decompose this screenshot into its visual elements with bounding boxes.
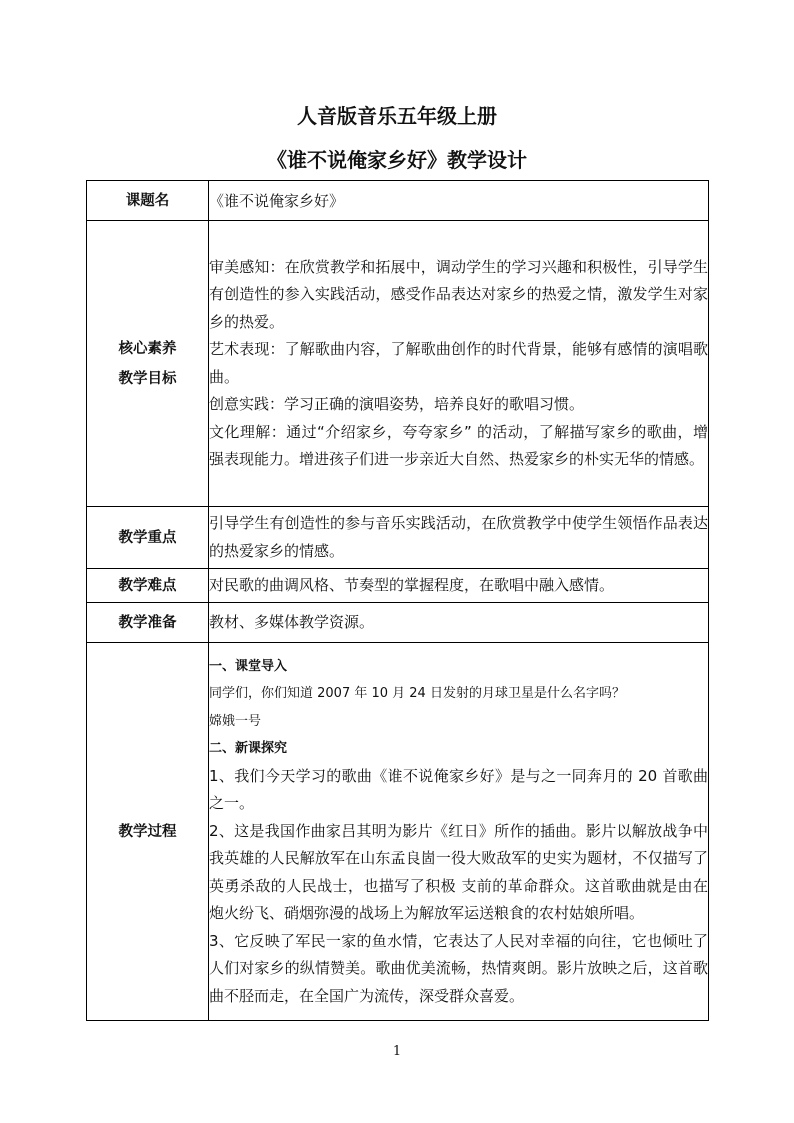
goals-label-line2: 教学目标 (118, 370, 177, 387)
table-row-topic (87, 181, 709, 221)
goal-aesthetic: 审美感知：在欣赏教学和拓展中，调动学生的学习兴趣和积极性，引导学生有创造性的参入实践活动，感受作品表达对家乡的热爱之情，激发学生对家乡的热爱。 (209, 257, 708, 331)
goal-performance: 艺术表现：了解歌曲内容，了解歌曲创作的时代背景，能够有感情的演唱歌曲。 (209, 340, 708, 386)
preparation-label: 教学准备 (87, 603, 209, 643)
goal-culture: 文化理解：通过“介绍家乡，夸夸家乡” 的活动，了解描写家乡的歌曲，增强表现能力。增进孩子们进一步亲近大自然、热爱家乡的朴实无华的情感。 (209, 422, 708, 468)
process-heading-explore: 二、新课探究 (209, 741, 288, 757)
process-content (209, 643, 709, 1021)
document-title-line2: 《谁不说俺家乡好》教学设计 (267, 148, 527, 172)
table-row-key-points (87, 507, 709, 569)
document-title-line1: 人音版音乐五年级上册 (297, 104, 497, 128)
topic-value: 《谁不说俺家乡好》 (209, 181, 709, 221)
table-row-preparation (87, 603, 709, 643)
process-intro-question: 同学们，你们知道 2007 年 10 月 24 日发射的月球卫星是什么名字吗？ (209, 686, 625, 702)
process-intro-answer: 嫦娥一号 (209, 713, 262, 729)
process-heading-intro: 一、课堂导入 (209, 658, 288, 674)
key-points-label: 教学重点 (87, 507, 209, 569)
page-number: 1 (392, 1044, 402, 1059)
topic-label: 课题名 (87, 181, 209, 221)
table-row-process (87, 643, 709, 1021)
process-item-2: 2、这是我国作曲家吕其明为影片《红日》所作的插曲。影片以解放战争中我英雄的人民解放军在山东孟良崮一役大败敌军的史实为题材，不仅描写了英勇杀敌的人民战士，也描写了积极 支前的革命群众。这首歌曲就是由在炮火纷飞、硝烟弥漫的战场上为解放军运送粮食的农村姑娘所唱。 (209, 821, 708, 923)
table-row-goals (87, 221, 709, 507)
process-item-1: 1、我们今天学习的歌曲《谁不说俺家乡好》是与之一同奔月的 20 首歌曲之一。 (209, 766, 708, 813)
process-item-3: 3、它反映了军民一家的鱼水情，它表达了人民对幸福的向往，它也倾吐了人们对家乡的纵情赞美。歌曲优美流畅，热情爽朗。影片放映之后，这首歌曲不胫而走，在全国广为流传，深受群众喜爱。 (209, 931, 708, 1005)
goal-practice: 创意实践：学习正确的演唱姿势，培养良好的歌唱习惯。 (209, 395, 585, 413)
preparation-value: 教材、多媒体教学资源。 (209, 603, 709, 643)
goals-label-line1: 核心素养 (118, 340, 177, 357)
goals-content (209, 221, 709, 507)
lesson-plan-table (86, 180, 709, 1021)
table-row-difficulties (87, 569, 709, 603)
goals-label (87, 221, 209, 507)
process-label: 教学过程 (87, 643, 209, 1021)
difficulties-value: 对民歌的曲调风格、节奏型的掌握程度，在歌唱中融入感情。 (209, 569, 709, 603)
difficulties-label: 教学难点 (87, 569, 209, 603)
key-points-value: 引导学生有创造性的参与音乐实践活动，在欣赏教学中使学生领悟作品表达的热爱家乡的情感。 (209, 507, 709, 569)
